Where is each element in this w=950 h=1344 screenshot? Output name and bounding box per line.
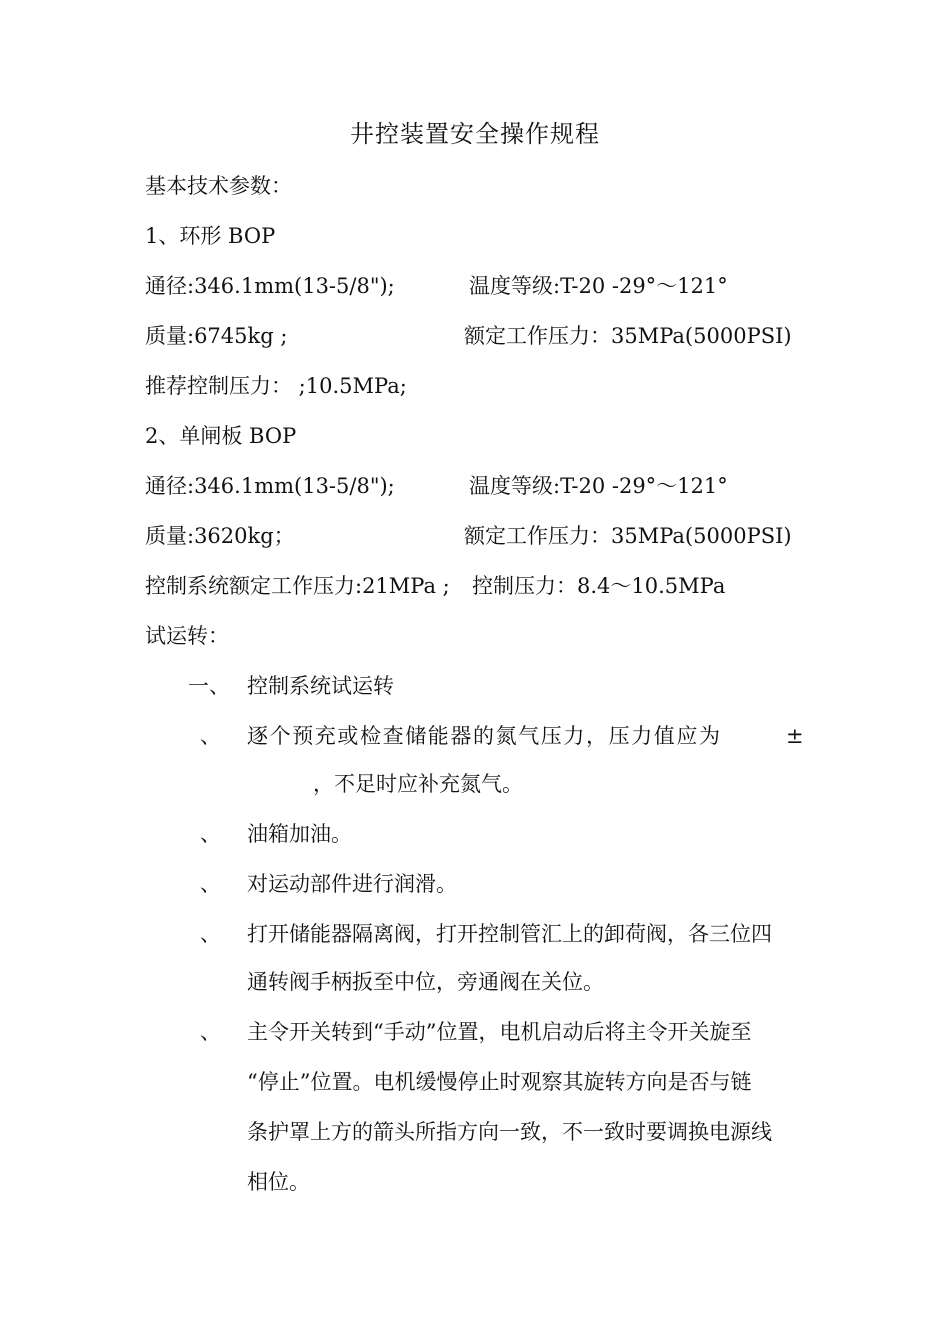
step-marker: 、: [200, 922, 221, 946]
step-line: 条护罩上方的箭头所指方向一致，不一致时要调换电源线: [247, 1120, 772, 1144]
section-one-title: 控制系统试运转: [247, 674, 394, 698]
single-ram-bop-mass: 质量:3620kg；: [145, 524, 295, 548]
single-ram-bop-temp-class: 温度等级:T-20 -29°～121°: [469, 474, 728, 498]
annular-bop-recommended-control-pressure: 推荐控制压力： ;10.5MPa;: [145, 374, 407, 398]
annular-bop-temp-class: 温度等级:T-20 -29°～121°: [469, 274, 728, 298]
step-line: 逐个预充或检查储能器的氮气压力，压力值应为: [247, 724, 722, 748]
single-ram-bop-heading: 2、单闸板 BOP: [145, 424, 297, 448]
control-system-rated-pressure: 控制系统额定工作压力:21MPa ;: [145, 574, 450, 598]
step-line: 油箱加油。: [247, 822, 352, 846]
page-title: 井控装置安全操作规程: [350, 120, 600, 148]
single-ram-bop-rated-pressure: 额定工作压力：35MPa(5000PSI): [464, 524, 792, 548]
section-one-number: 一、: [188, 674, 230, 698]
step-line: 相位。: [247, 1170, 310, 1194]
annular-bop-heading: 1、环形 BOP: [145, 224, 276, 248]
annular-bop-bore: 通径:346.1mm(13-5/8");: [145, 274, 395, 298]
annular-bop-mass: 质量:6745kg ;: [145, 324, 288, 348]
annular-bop-rated-pressure: 额定工作压力：35MPa(5000PSI): [464, 324, 792, 348]
basic-params-heading: 基本技术参数：: [145, 174, 292, 198]
step-line: 打开储能器隔离阀，打开控制管汇上的卸荷阀，各三位四: [247, 922, 772, 946]
single-ram-bop-bore: 通径:346.1mm(13-5/8");: [145, 474, 395, 498]
step-line: 对运动部件进行润滑。: [247, 872, 457, 896]
control-pressure: 控制压力：8.4～10.5MPa: [472, 574, 726, 598]
step-marker: 、: [200, 872, 221, 896]
step-line: 通转阀手柄扳至中位，旁通阀在关位。: [247, 970, 604, 994]
step-continuation: ，不足时应补充氮气。: [313, 772, 523, 796]
step-line: 主令开关转到“手动”位置，电机启动后将主令开关旋至: [247, 1020, 752, 1044]
step-marker: 、: [200, 1020, 221, 1044]
step-marker: 、: [200, 822, 221, 846]
trial-run-heading: 试运转：: [145, 624, 229, 648]
step-line: “停止”位置。电机缓慢停止时观察其旋转方向是否与链: [247, 1070, 752, 1094]
step-plus-minus: ±: [786, 724, 804, 748]
step-marker: 、: [200, 724, 221, 748]
